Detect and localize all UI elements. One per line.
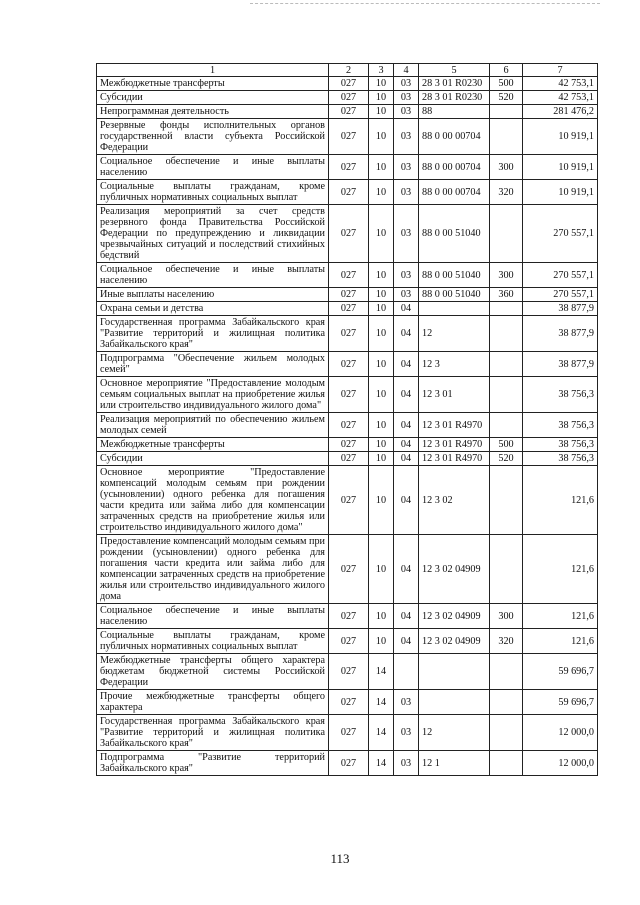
cell-code: 027 [329,629,369,654]
cell-target-article [419,654,490,690]
cell-section: 14 [369,654,394,690]
cell-name: Прочие межбюджетные трансферты общего характера [97,690,329,715]
cell-target-article: 28 3 01 R0230 [419,77,490,91]
cell-section: 14 [369,715,394,751]
cell-subsection: 04 [394,452,419,466]
cell-expense-type: 300 [490,263,523,288]
cell-amount: 38 756,3 [523,413,598,438]
cell-expense-type [490,751,523,776]
table-row [97,654,598,690]
cell-section: 10 [369,535,394,604]
table-row [97,180,598,205]
cell-subsection: 03 [394,77,419,91]
table-row [97,751,598,776]
cell-expense-type: 520 [490,91,523,105]
cell-section: 10 [369,77,394,91]
cell-section: 10 [369,413,394,438]
cell-subsection: 03 [394,180,419,205]
scan-edge-line [250,3,600,4]
cell-code: 027 [329,263,369,288]
cell-target-article: 88 0 00 51040 [419,205,490,263]
table-row [97,288,598,302]
cell-target-article: 12 3 02 04909 [419,629,490,654]
cell-code: 027 [329,205,369,263]
cell-name: Межбюджетные трансферты [97,438,329,452]
cell-section: 10 [369,629,394,654]
cell-target-article: 28 3 01 R0230 [419,91,490,105]
cell-section: 10 [369,288,394,302]
cell-target-article: 88 0 00 00704 [419,119,490,155]
cell-name: Социальное обеспечение и иные выплаты населению [97,604,329,629]
cell-section: 10 [369,452,394,466]
cell-subsection: 04 [394,316,419,352]
cell-section: 10 [369,155,394,180]
cell-target-article: 12 3 01 [419,377,490,413]
header-cell-1: 1 [97,64,329,77]
table-row [97,119,598,155]
cell-name: Основное мероприятие "Предоставление молодым семьям социальных выплат на приобретение жилья или строительство индивидуального жилого дома" [97,377,329,413]
cell-name: Подпрограмма "Развитие территорий Забайкальского края" [97,751,329,776]
cell-subsection: 03 [394,205,419,263]
cell-code: 027 [329,91,369,105]
cell-subsection: 03 [394,715,419,751]
cell-target-article: 12 3 02 04909 [419,535,490,604]
cell-amount: 270 557,1 [523,288,598,302]
cell-amount: 121,6 [523,466,598,535]
cell-subsection: 04 [394,413,419,438]
table-row [97,77,598,91]
cell-expense-type: 500 [490,77,523,91]
cell-expense-type [490,413,523,438]
cell-expense-type [490,119,523,155]
cell-target-article: 12 1 [419,751,490,776]
cell-subsection [394,654,419,690]
cell-code: 027 [329,751,369,776]
cell-expense-type: 520 [490,452,523,466]
cell-section: 10 [369,302,394,316]
cell-section: 14 [369,690,394,715]
cell-code: 027 [329,77,369,91]
header-cell-7: 7 [523,64,598,77]
cell-name: Социальные выплаты гражданам, кроме публичных нормативных социальных выплат [97,180,329,205]
table-row [97,452,598,466]
cell-section: 10 [369,91,394,105]
cell-subsection: 04 [394,352,419,377]
cell-section: 10 [369,316,394,352]
cell-subsection: 03 [394,288,419,302]
cell-subsection: 03 [394,105,419,119]
cell-name: Субсидии [97,452,329,466]
cell-name: Подпрограмма "Обеспечение жильем молодых семей" [97,352,329,377]
cell-amount: 42 753,1 [523,91,598,105]
cell-code: 027 [329,302,369,316]
cell-subsection: 03 [394,119,419,155]
cell-target-article: 88 0 00 51040 [419,288,490,302]
cell-name: Основное мероприятие "Предоставление компенсаций молодым семьям при рождении (усыновлении) одного ребенка для погашения части кредита или займа либо для компенсации затраченных средств на приобретение жилья или строительство индивидуального жилого дома" [97,466,329,535]
cell-subsection: 04 [394,438,419,452]
cell-section: 10 [369,466,394,535]
budget-table [96,63,598,776]
header-cell-3: 3 [369,64,394,77]
cell-name: Реализация мероприятий по обеспечению жильем молодых семей [97,413,329,438]
cell-subsection: 04 [394,604,419,629]
cell-expense-type: 500 [490,438,523,452]
cell-amount: 270 557,1 [523,263,598,288]
cell-subsection: 03 [394,751,419,776]
cell-name: Резервные фонды исполнительных органов государственной власти субъекта Российской Федерации [97,119,329,155]
cell-name: Реализация мероприятий за счет средств резервного фонда Правительства Российской Федерации по предупреждению и ликвидации чрезвычайных ситуаций и последствий стихийных бедствий [97,205,329,263]
header-cell-4: 4 [394,64,419,77]
cell-name: Государственная программа Забайкальского края "Развитие территорий и жилищная политика Забайкальского края" [97,715,329,751]
cell-target-article: 88 0 00 00704 [419,155,490,180]
cell-target-article: 88 0 00 51040 [419,263,490,288]
cell-name: Иные выплаты населению [97,288,329,302]
cell-amount: 59 696,7 [523,654,598,690]
table-row [97,91,598,105]
header-cell-6: 6 [490,64,523,77]
cell-amount: 12 000,0 [523,715,598,751]
table-row [97,629,598,654]
cell-target-article: 88 0 00 00704 [419,180,490,205]
table-row [97,715,598,751]
cell-code: 027 [329,715,369,751]
cell-target-article [419,690,490,715]
cell-amount: 121,6 [523,604,598,629]
cell-expense-type [490,352,523,377]
cell-section: 10 [369,205,394,263]
table-row [97,302,598,316]
cell-amount: 38 756,3 [523,438,598,452]
cell-code: 027 [329,535,369,604]
cell-expense-type: 360 [490,288,523,302]
page-number: 113 [330,851,350,866]
cell-code: 027 [329,288,369,302]
cell-target-article [419,302,490,316]
cell-code: 027 [329,438,369,452]
table-row [97,413,598,438]
cell-target-article: 88 [419,105,490,119]
table-row [97,690,598,715]
cell-expense-type [490,715,523,751]
cell-target-article: 12 3 01 R4970 [419,413,490,438]
cell-amount: 38 756,3 [523,377,598,413]
cell-amount: 42 753,1 [523,77,598,91]
cell-amount: 10 919,1 [523,119,598,155]
cell-subsection: 03 [394,91,419,105]
cell-code: 027 [329,604,369,629]
cell-subsection: 04 [394,535,419,604]
cell-section: 10 [369,105,394,119]
header-cell-2: 2 [329,64,369,77]
table-row [97,604,598,629]
cell-amount: 270 557,1 [523,205,598,263]
cell-target-article: 12 [419,316,490,352]
cell-section: 10 [369,119,394,155]
cell-code: 027 [329,105,369,119]
cell-code: 027 [329,654,369,690]
cell-code: 027 [329,155,369,180]
cell-amount: 281 476,2 [523,105,598,119]
cell-amount: 12 000,0 [523,751,598,776]
table-row [97,377,598,413]
header-cell-5: 5 [419,64,490,77]
cell-amount: 38 877,9 [523,302,598,316]
cell-code: 027 [329,452,369,466]
cell-expense-type: 300 [490,155,523,180]
cell-section: 10 [369,377,394,413]
cell-subsection: 03 [394,263,419,288]
cell-target-article: 12 3 [419,352,490,377]
cell-expense-type [490,377,523,413]
cell-section: 10 [369,263,394,288]
cell-amount: 59 696,7 [523,690,598,715]
cell-code: 027 [329,119,369,155]
table-row [97,535,598,604]
table-row [97,466,598,535]
cell-target-article: 12 3 01 R4970 [419,438,490,452]
cell-expense-type: 300 [490,604,523,629]
cell-expense-type [490,466,523,535]
cell-subsection: 04 [394,466,419,535]
cell-expense-type [490,105,523,119]
cell-subsection: 04 [394,302,419,316]
cell-code: 027 [329,316,369,352]
cell-code: 027 [329,352,369,377]
cell-name: Межбюджетные трансферты общего характера бюджетам бюджетной системы Российской Федерации [97,654,329,690]
cell-target-article: 12 [419,715,490,751]
cell-amount: 10 919,1 [523,180,598,205]
cell-code: 027 [329,690,369,715]
cell-target-article: 12 3 02 [419,466,490,535]
cell-expense-type: 320 [490,629,523,654]
cell-name: Межбюджетные трансферты [97,77,329,91]
cell-amount: 38 877,9 [523,316,598,352]
cell-expense-type [490,535,523,604]
cell-name: Социальные выплаты гражданам, кроме публичных нормативных социальных выплат [97,629,329,654]
cell-name: Социальное обеспечение и иные выплаты населению [97,263,329,288]
cell-code: 027 [329,466,369,535]
cell-name: Субсидии [97,91,329,105]
cell-section: 10 [369,604,394,629]
cell-name: Государственная программа Забайкальского края "Развитие территорий и жилищная политика Забайкальского края" [97,316,329,352]
cell-section: 14 [369,751,394,776]
cell-code: 027 [329,180,369,205]
table-row [97,263,598,288]
cell-amount: 121,6 [523,535,598,604]
cell-expense-type [490,316,523,352]
cell-code: 027 [329,413,369,438]
cell-subsection: 03 [394,155,419,180]
table-row [97,438,598,452]
cell-subsection: 04 [394,377,419,413]
cell-name: Охрана семьи и детства [97,302,329,316]
cell-subsection: 03 [394,690,419,715]
cell-expense-type [490,205,523,263]
table-row [97,205,598,263]
cell-section: 10 [369,352,394,377]
cell-name: Предоставление компенсаций молодым семьям при рождении (усыновлении) одного ребенка для погашения части кредита или займа либо для компенсации затраченных средств на приобретение жилья или строительство индивидуального жилого дома [97,535,329,604]
table-header-row [97,64,598,77]
cell-code: 027 [329,377,369,413]
cell-target-article: 12 3 02 04909 [419,604,490,629]
cell-amount: 38 877,9 [523,352,598,377]
cell-subsection: 04 [394,629,419,654]
cell-amount: 121,6 [523,629,598,654]
cell-section: 10 [369,438,394,452]
cell-expense-type [490,654,523,690]
cell-section: 10 [369,180,394,205]
table-row [97,352,598,377]
table-body [97,77,598,776]
cell-amount: 10 919,1 [523,155,598,180]
cell-expense-type [490,302,523,316]
cell-expense-type: 320 [490,180,523,205]
cell-amount: 38 756,3 [523,452,598,466]
cell-target-article: 12 3 01 R4970 [419,452,490,466]
table-row [97,105,598,119]
cell-expense-type [490,690,523,715]
table-row [97,316,598,352]
cell-name: Социальное обеспечение и иные выплаты населению [97,155,329,180]
cell-name: Непрограммная деятельность [97,105,329,119]
table-row [97,155,598,180]
